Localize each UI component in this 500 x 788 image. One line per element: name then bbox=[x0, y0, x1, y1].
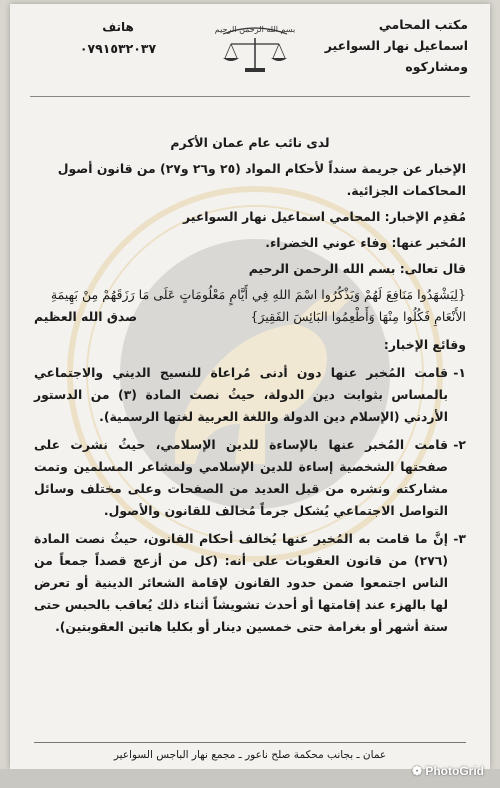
photogrid-label: PhotoGrid bbox=[425, 764, 484, 778]
phone-header bbox=[48, 16, 188, 60]
list-item bbox=[34, 528, 466, 638]
office-line: ومشاركوه bbox=[405, 59, 468, 74]
item-number: ٢- bbox=[453, 437, 466, 452]
item-number: ٣- bbox=[453, 531, 466, 546]
emblem-calligraphy: بسم الله الرحمن الرحيم bbox=[215, 25, 295, 34]
applicant: مُقدِم الإخبار: المحامي اسماعيل نهار السواعير bbox=[183, 209, 466, 224]
document-body bbox=[34, 132, 466, 638]
sadaq-text: صدق الله العظيم bbox=[34, 309, 138, 324]
list-item bbox=[34, 434, 466, 522]
phone-number: ٠٧٩١٥٣٢٠٣٧ bbox=[79, 41, 157, 56]
quote-intro: قال تعالى: بسم الله الرحمن الرحيم bbox=[248, 261, 466, 276]
phone-label: هاتف bbox=[102, 20, 134, 34]
header-divider bbox=[30, 96, 470, 97]
photogrid-watermark: ❁ PhotoGrid bbox=[411, 764, 484, 778]
item-text: إنَّ ما قامت به المُخبر عنها يُخالف أحكام القانون، حيثُ نصت المادة (٢٧٦) من قانون العقوبات على أنه: (كل من أزعج قصداً جمعاً من الناس اجتمعوا ضمن حدود القانون لإقامة الشعائر الدينية أو تعرض لها بالهزء عند إقامتها أو أحدث تشويشاً أثناء ذلك يُعاقب بالحبس حتى ستة أشهر أو بغرامة حتى خمسين دينار أو بكليا هاتين العقوبتين). bbox=[34, 531, 448, 634]
facts-title: وقائع الإخبار: bbox=[383, 337, 466, 352]
item-text: قامت المُخبر عنها دون أدنى مُراعاة للنسيج الديني والاجتماعي بالمساس بثوابت دين الدولة، حيثُ نصت المادة (٣) من الدستور الأردني (الإسلام دين الدولة واللغة العربية لغتها الرسمية). bbox=[34, 365, 448, 424]
office-address-footer: عمان ـ بجانب محكمة صلح ناعور ـ مجمع نهار الباجس السواعير bbox=[34, 742, 466, 761]
subject: الإخبار عن جريمة سنداً لأحكام المواد (٢٥ و٢٦ و٢٧) من قانون أصول المحاكمات الجزائية. bbox=[57, 161, 466, 198]
office-line: اسماعيل نهار السواعير bbox=[324, 38, 468, 53]
quran-verse: {لِيَشْهَدُوا مَنَافِعَ لَهُمْ وَيَذْكُرُوا اسْمَ اللهِ فِي أَيَّامٍ مَعْلُومَاتٍ عَلَى مَا رَزَقَهُمْ مِنْ بَهِيمَةِ الأَنْعَامِ فَكُلُوا مِنْهَا وَأَطْعِمُوا البَائِسَ الفَقِيرَ} bbox=[50, 287, 466, 324]
addressee: لدى نائب عام عمان الأكرم bbox=[170, 135, 330, 150]
scales-emblem-icon bbox=[215, 18, 295, 78]
office-header bbox=[318, 14, 468, 77]
office-line: مكتب المحامي bbox=[378, 17, 468, 32]
document-page bbox=[10, 4, 490, 769]
item-text: قامت المُخبر عنها بالإساءة للدين الإسلامي، حيثُ نشرت على صفحتها الشخصية إساءة للدين الإسلامي ولمشاعر المسلمين وتمت مشاركته ونشره من قبل العديد من الصفحات وعلى مختلف وسائل التواصل الاجتماعي يُشكل جرماً مُخالف للقانون والأصول. bbox=[34, 437, 448, 518]
list-item bbox=[34, 362, 466, 428]
item-number: ١- bbox=[453, 365, 466, 380]
reported-person: المُخبر عنها: وفاء عوني الخضراء. bbox=[265, 235, 466, 250]
